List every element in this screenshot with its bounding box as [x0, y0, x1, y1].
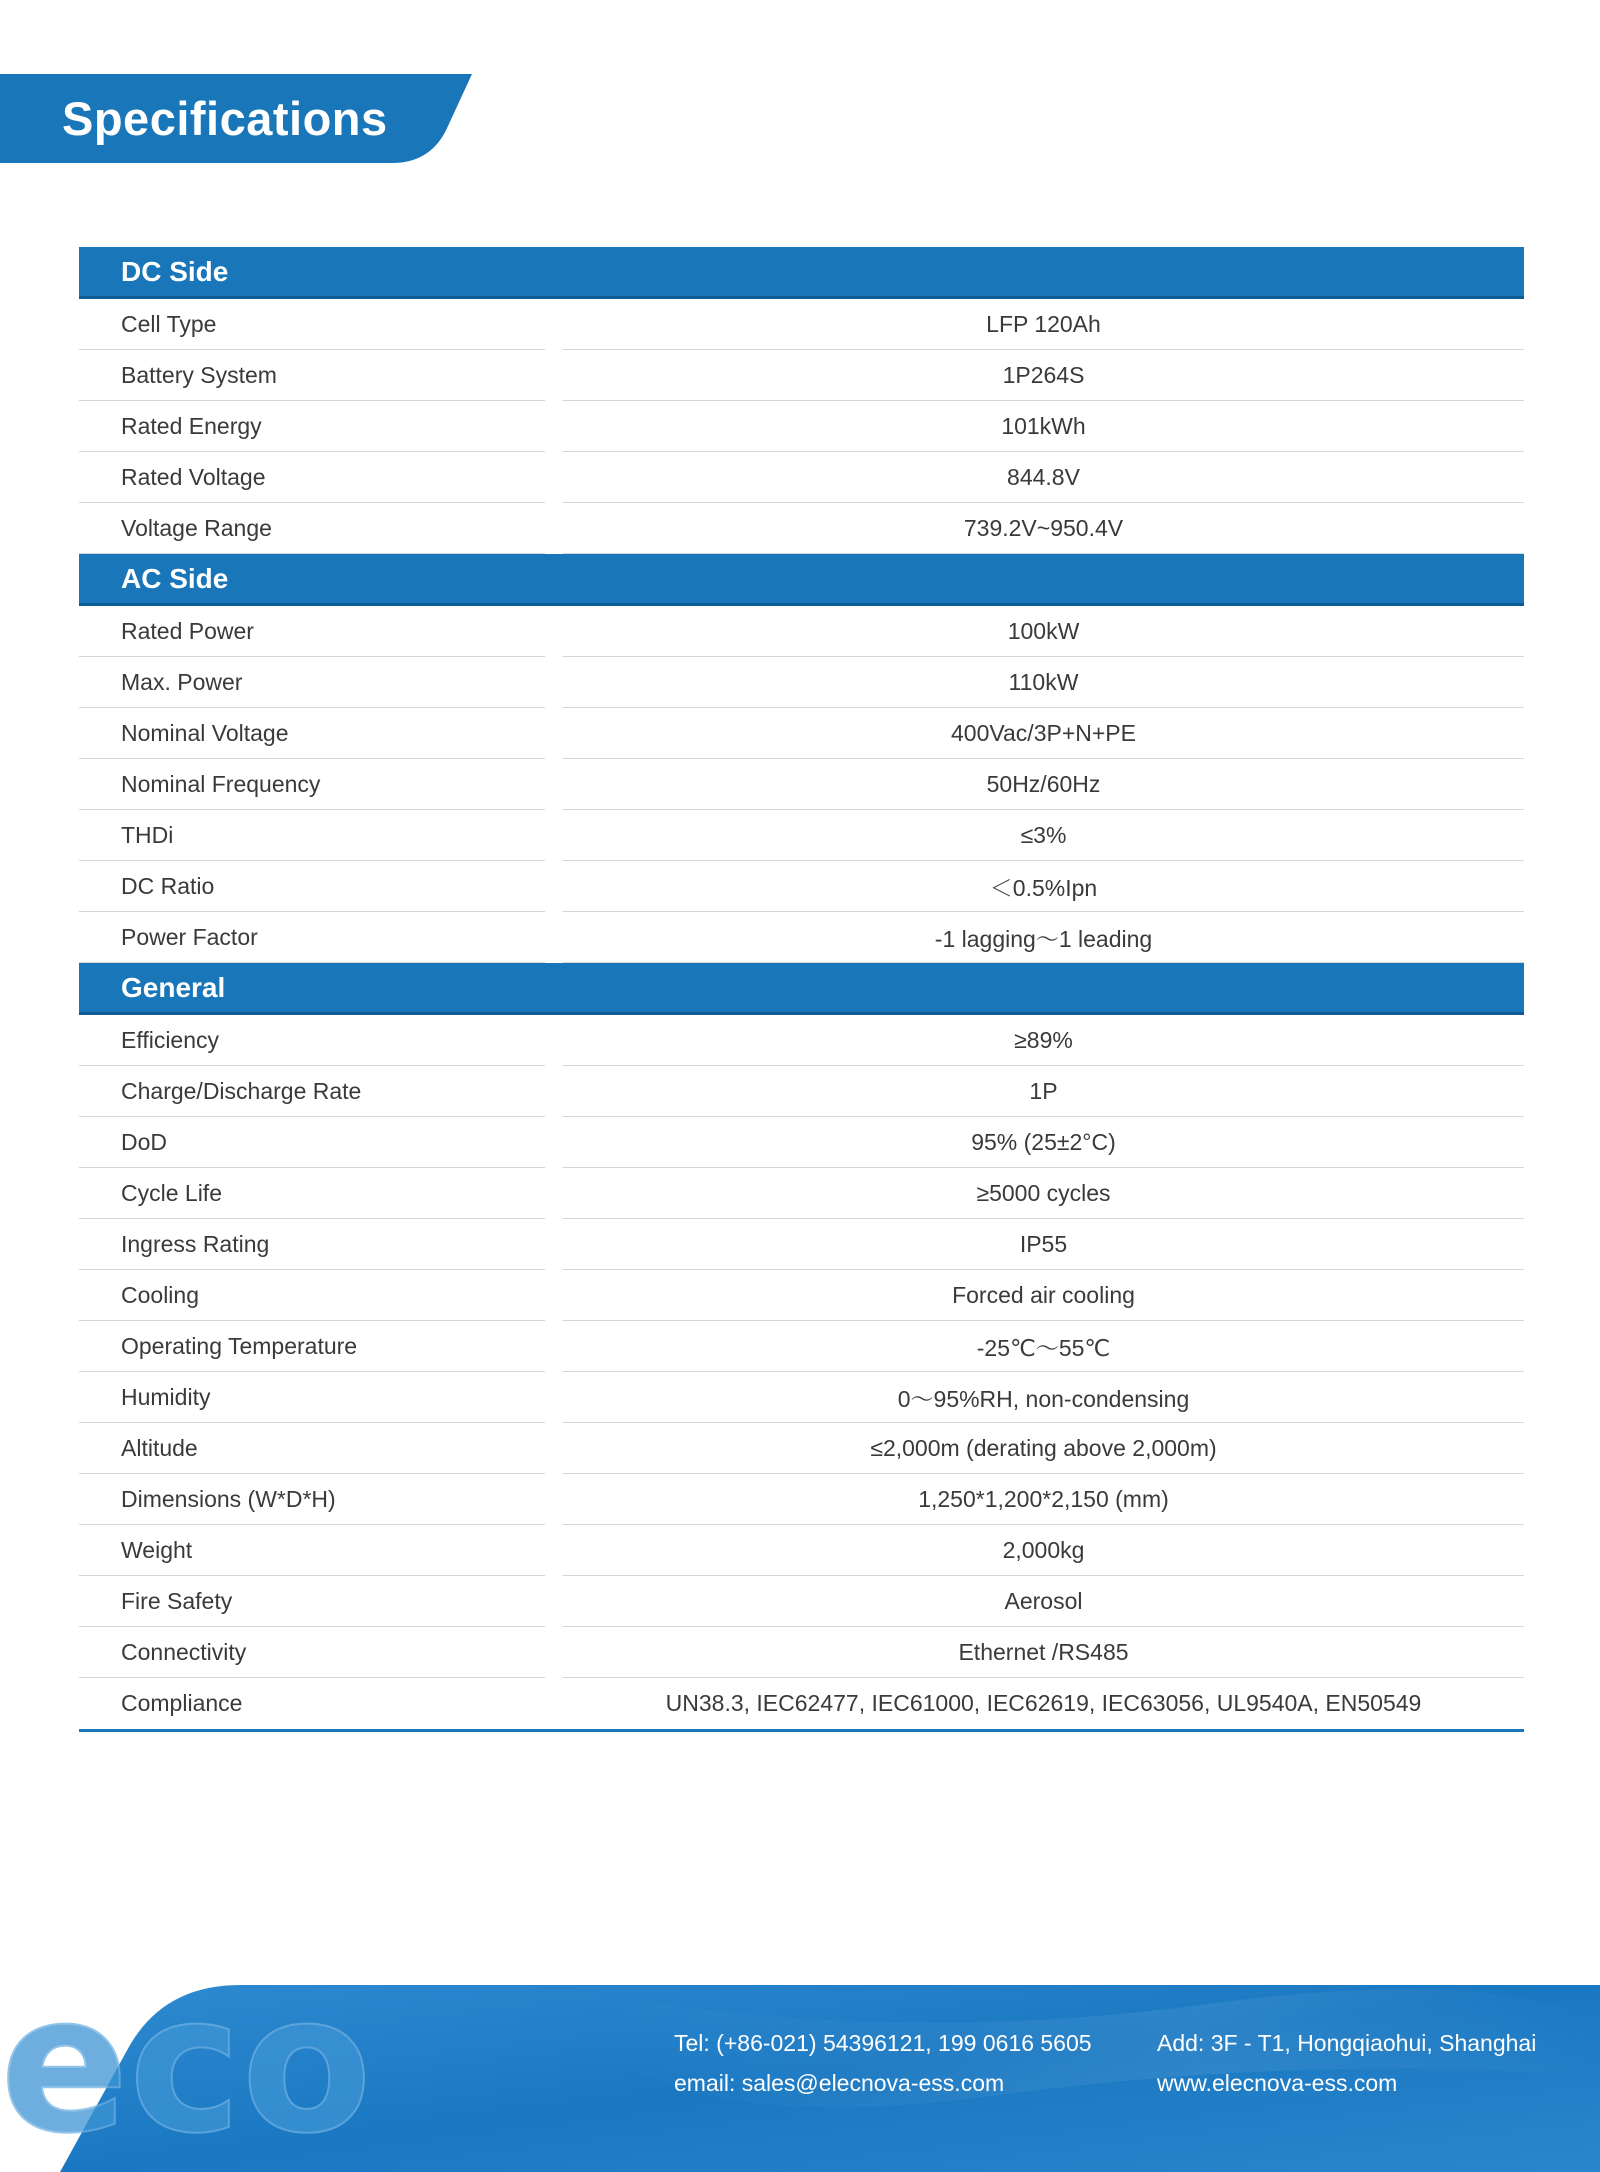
spec-value: 1,250*1,200*2,150 (mm) [563, 1474, 1524, 1525]
spec-value: 1P [563, 1066, 1524, 1117]
eco-watermark-logo [0, 1985, 460, 2155]
spec-label: Rated Power [79, 606, 545, 657]
spec-value: ≤2,000m (derating above 2,000m) [563, 1423, 1524, 1474]
spec-row [79, 1474, 1524, 1525]
spec-label: Humidity [79, 1372, 545, 1423]
spec-value: LFP 120Ah [563, 299, 1524, 350]
spec-row [79, 759, 1524, 810]
spec-row [79, 1015, 1524, 1066]
spec-value: ≤3% [563, 810, 1524, 861]
spec-label: Dimensions (W*D*H) [79, 1474, 545, 1525]
spec-row [79, 1576, 1524, 1627]
spec-value: 95% (25±2°C) [563, 1117, 1524, 1168]
spec-row [79, 708, 1524, 759]
spec-label: Ingress Rating [79, 1219, 545, 1270]
spec-label: Weight [79, 1525, 545, 1576]
spec-row [79, 1678, 1524, 1729]
spec-label: Altitude [79, 1423, 545, 1474]
spec-value: 110kW [563, 657, 1524, 708]
spec-value: 400Vac/3P+N+PE [563, 708, 1524, 759]
spec-value: 2,000kg [563, 1525, 1524, 1576]
spec-value: 1P264S [563, 350, 1524, 401]
spec-table [79, 247, 1524, 1732]
spec-value: 844.8V [563, 452, 1524, 503]
spec-value: -25℃～55℃ [563, 1321, 1524, 1372]
spec-label: Fire Safety [79, 1576, 545, 1627]
spec-row [79, 1168, 1524, 1219]
spec-label: Efficiency [79, 1015, 545, 1066]
spec-label: Cooling [79, 1270, 545, 1321]
spec-row [79, 1372, 1524, 1423]
spec-label: Operating Temperature [79, 1321, 545, 1372]
spec-value: ＜0.5%Ipn [563, 861, 1524, 912]
spec-label: Battery System [79, 350, 545, 401]
spec-row [79, 452, 1524, 503]
spec-row [79, 1321, 1524, 1372]
spec-label: Cycle Life [79, 1168, 545, 1219]
footer-website[interactable]: www.elecnova-ess.com [1157, 2070, 1398, 2096]
spec-label: Max. Power [79, 657, 545, 708]
spec-value: Ethernet /RS485 [563, 1627, 1524, 1678]
spec-value: 739.2V~950.4V [563, 503, 1524, 554]
spec-row [79, 1525, 1524, 1576]
spec-value: 50Hz/60Hz [563, 759, 1524, 810]
table-bottom-rule [79, 1729, 1524, 1732]
spec-row [79, 1117, 1524, 1168]
section-header: AC Side [79, 554, 1524, 606]
spec-row [79, 350, 1524, 401]
spec-label: Nominal Voltage [79, 708, 545, 759]
spec-label: DoD [79, 1117, 545, 1168]
footer-address: Add: 3F - T1, Hongqiaohui, Shanghai [1157, 2030, 1537, 2056]
spec-label: Nominal Frequency [79, 759, 545, 810]
spec-value: IP55 [563, 1219, 1524, 1270]
spec-row [79, 861, 1524, 912]
spec-value: Aerosol [563, 1576, 1524, 1627]
spec-label: Rated Energy [79, 401, 545, 452]
title-banner [0, 74, 472, 163]
spec-row [79, 912, 1524, 963]
spec-label: Charge/Discharge Rate [79, 1066, 545, 1117]
spec-row [79, 1066, 1524, 1117]
footer-tel: Tel: (+86-021) 54396121, 199 0616 5605 [674, 2030, 1092, 2056]
spec-value: 100kW [563, 606, 1524, 657]
spec-row [79, 1627, 1524, 1678]
spec-value: 101kWh [563, 401, 1524, 452]
spec-row [79, 503, 1524, 554]
section-header: DC Side [79, 247, 1524, 299]
footer-email[interactable]: email: sales@elecnova-ess.com [674, 2070, 1005, 2096]
spec-row [79, 1219, 1524, 1270]
section-header: General [79, 963, 1524, 1015]
spec-value: UN38.3, IEC62477, IEC61000, IEC62619, IEC63056, UL9540A, EN50549 [665, 1690, 1422, 1716]
spec-label: Power Factor [79, 912, 545, 963]
spec-label: Connectivity [79, 1627, 545, 1678]
spec-row [79, 1423, 1524, 1474]
spec-row [79, 401, 1524, 452]
spec-row [79, 606, 1524, 657]
spec-label: Rated Voltage [79, 452, 545, 503]
spec-label: Cell Type [79, 299, 545, 350]
spec-label: DC Ratio [79, 861, 545, 912]
spec-value: -1 lagging～1 leading [563, 912, 1524, 963]
page-title: Specifications [62, 92, 388, 145]
spec-value: 0～95%RH, non-condensing [563, 1372, 1524, 1423]
spec-value: ≥5000 cycles [563, 1168, 1524, 1219]
spec-value: Forced air cooling [563, 1270, 1524, 1321]
spec-value: ≥89% [563, 1015, 1524, 1066]
eco-watermark-text: eco [0, 1985, 373, 2155]
spec-label: Compliance [121, 1690, 243, 1716]
spec-label: Voltage Range [79, 503, 545, 554]
spec-row [79, 810, 1524, 861]
spec-row [79, 299, 1524, 350]
spec-row [79, 657, 1524, 708]
spec-row [79, 1270, 1524, 1321]
footer [0, 1985, 1600, 2172]
spec-label: THDi [79, 810, 545, 861]
